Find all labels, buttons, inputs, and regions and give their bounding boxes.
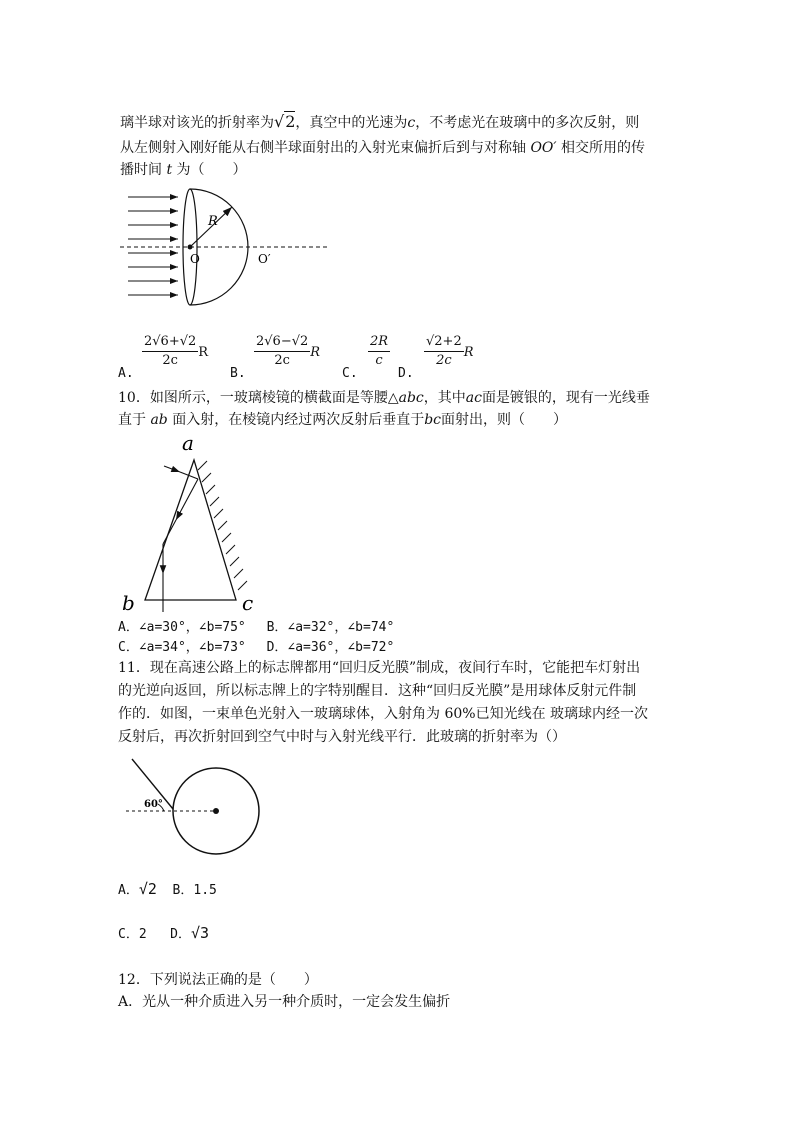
- q11-center-point: [213, 808, 219, 814]
- q9-incident-rays: [128, 197, 178, 295]
- q10-options-row1: A．∠a=30°，∠b=75° B．∠a=32°，∠b=74°: [118, 620, 395, 635]
- q10-light-path: [163, 466, 198, 612]
- q11-text-line4: 反射后，再次折射回到空气中时与入射光线平行．此玻璃的折射率为（）: [118, 729, 566, 745]
- q10-line2-b: 面入射，在棱镜内经过两次反射后垂直于: [172, 412, 425, 428]
- q9-line1: 璃半球对该光的折射率为: [120, 115, 274, 131]
- q10-line1: 10．如图所示，一玻璃棱镜的横截面是等腰△: [118, 390, 399, 406]
- q11-opt-c: C．2: [118, 927, 147, 942]
- q9-opt-d-num: √2+2: [424, 333, 464, 352]
- q9-opt-a-den: 2c: [162, 353, 178, 368]
- q9-var-t: t: [166, 162, 173, 178]
- q9-opt-c-den: c: [375, 353, 383, 368]
- q10-silvered-hatch: [198, 461, 247, 590]
- q10-label-b: b: [122, 591, 135, 615]
- q9-opt-b: [254, 333, 320, 370]
- q10-label-c: c: [242, 591, 254, 615]
- q11-text-line3: 作的．如图，一束单色光射入一玻璃球体，入射角为 60%已知光线在 玻璃球内经一次: [118, 706, 649, 722]
- q9-label-O: O: [190, 252, 200, 266]
- q9-opt-b-suffix: R: [310, 345, 321, 360]
- q9-line2-b: 相交所用的传: [561, 140, 646, 156]
- q12-text-line1: 12．下列说法正确的是（ ）: [118, 972, 318, 988]
- q11-opt-d-label: D．: [170, 927, 191, 942]
- q9-text-line2: [120, 138, 645, 158]
- q12-opt-a: A．光从一种介质进入另一种介质时，一定会发生偏折: [118, 994, 451, 1010]
- q10-line1-c: 面是镀银的，现有一光线垂: [481, 390, 650, 406]
- q9-label-R: R: [208, 214, 218, 229]
- q10-line2-c: 面射出，则（ ）: [441, 412, 568, 428]
- q11-opt-b: B．1.5: [172, 883, 217, 898]
- q10-line1-b: ，其中: [423, 390, 466, 406]
- q9-radical: √2: [274, 112, 296, 131]
- q9-options: [118, 333, 718, 379]
- q10-abc: abc: [398, 390, 424, 406]
- q10-prism-figure: [118, 432, 278, 617]
- q9-opt-b-den: 2c: [274, 353, 290, 368]
- q9-label-Oprime: O′: [258, 252, 271, 266]
- q11-opt-a-val: √2: [138, 880, 157, 898]
- q9-text-line1: [120, 112, 639, 133]
- q11-sphere-figure: [118, 755, 268, 865]
- q9-line3: 播时间: [120, 162, 162, 178]
- q9-line3-b: 为（ ）: [176, 162, 247, 178]
- q10-text-line1: [118, 388, 650, 408]
- q9-opt-c: [368, 333, 390, 370]
- q11-opt-a-label: A．: [118, 883, 139, 898]
- q10-ab: ab: [150, 412, 168, 428]
- q9-text-line3: [120, 160, 247, 180]
- q10-label-a: a: [182, 432, 194, 455]
- q9-opt-b-label: B.: [230, 366, 246, 381]
- q9-hemisphere-figure: [120, 185, 340, 315]
- q9-opt-d-den: 2c: [436, 353, 452, 368]
- q10-triangle: [145, 460, 236, 600]
- q9-opt-a-num: 2√6+√2: [142, 333, 198, 352]
- q9-line1-b: ，真空中的光速为: [295, 115, 408, 131]
- q11-angle-label: 60°: [144, 799, 163, 810]
- q9-axis: OO′: [530, 140, 557, 156]
- q10-options-row2: C．∠a=34°，∠b=73° D．∠a=36°，∠b=72°: [118, 640, 395, 655]
- q9-opt-b-num: 2√6−√2: [254, 333, 310, 352]
- q9-opt-a-label: A.: [118, 366, 134, 381]
- q10-text-line2: [118, 410, 567, 430]
- q11-text-line1: 11．现在高速公路上的标志牌都用“回归反光膜”制成，夜间行车时，它能把车灯射出: [118, 660, 641, 676]
- q9-opt-a-suffix: R: [198, 345, 209, 360]
- q9-var-c: c: [407, 115, 416, 131]
- q9-opt-d-suffix: R: [463, 345, 474, 360]
- q9-opt-c-num: 2R: [368, 333, 390, 352]
- q11-opt-cd: [118, 924, 209, 944]
- q10-bc: bc: [424, 412, 442, 428]
- q9-line2: 从左侧射入刚好能从右侧半球面射出的入射光束偏折后到与对称轴: [120, 140, 526, 156]
- q9-opt-a: [142, 333, 208, 370]
- q9-opt-d-label: D.: [398, 366, 414, 381]
- q9-center-point: [188, 245, 193, 250]
- q11-opt-d-val: √3: [190, 924, 210, 942]
- q11-text-line2: 的光逆向返回，所以标志牌上的字特别醒目．这种“回归反光膜”是用球体反射元件制: [118, 683, 637, 699]
- q11-opt-a: [118, 880, 217, 900]
- q9-opt-c-label: C.: [342, 366, 358, 381]
- q9-opt-d: [424, 333, 474, 370]
- q10-ac: ac: [465, 390, 482, 406]
- q9-line1-d: ，不考虑光在玻璃中的多次反射，则: [415, 115, 640, 131]
- q10-line2: 直于: [118, 412, 146, 428]
